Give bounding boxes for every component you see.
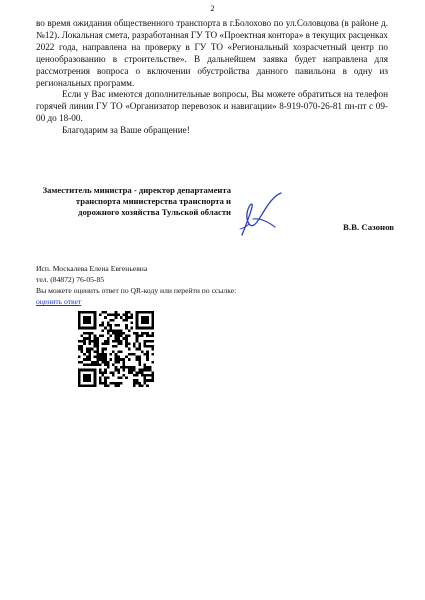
qr-code[interactable] bbox=[78, 311, 154, 387]
rate-answer-link[interactable]: оценить ответ bbox=[36, 297, 82, 306]
signatory-position: Заместитель министра - директор департамента транспорта министерства транспорта и дорожного хозяйства Тульской области bbox=[42, 185, 231, 218]
signer-name: В.В. Сазонов bbox=[343, 222, 394, 232]
body-paragraph: во время ожидания общественного транспорта в г.Болохово по ул.Соловцова (в районе д.№12). Локальная смета, разработанная ГУ ТО «Проектная контора» в текущих расценках 2022 года, направлена на проверку в ГУ ТО «Региональный хозрасчетный центр по ценообразованию в строительстве». В дальнейшем заявка будет направлена для рассмотрения вопроса о включении обустройства данного павильона в одну из региональных программ. bbox=[36, 18, 388, 88]
handwritten-signature bbox=[234, 191, 286, 237]
signature-block bbox=[36, 185, 396, 245]
letter-body bbox=[36, 18, 388, 137]
executor-name: Исп. Москалева Елена Евгеньевна bbox=[36, 264, 148, 273]
executor-phone: тел. (84872) 76-05-85 bbox=[36, 275, 105, 284]
body-paragraph: Благодарим за Ваше обращение! bbox=[62, 125, 190, 136]
page-number: 2 bbox=[210, 3, 215, 13]
body-paragraph: Если у Вас имеются дополнительные вопросы, Вы можете обратиться на телефон горячей линии ГУ ТО «Организатор перевозок и навигации» 8-919-070-26-81 пн-пт с 09-00 до 18-00. bbox=[36, 89, 388, 124]
rating-prompt: Вы можете оценить ответ по QR-коду или перейти по ссылке: bbox=[36, 286, 237, 295]
contact-block bbox=[36, 263, 236, 307]
